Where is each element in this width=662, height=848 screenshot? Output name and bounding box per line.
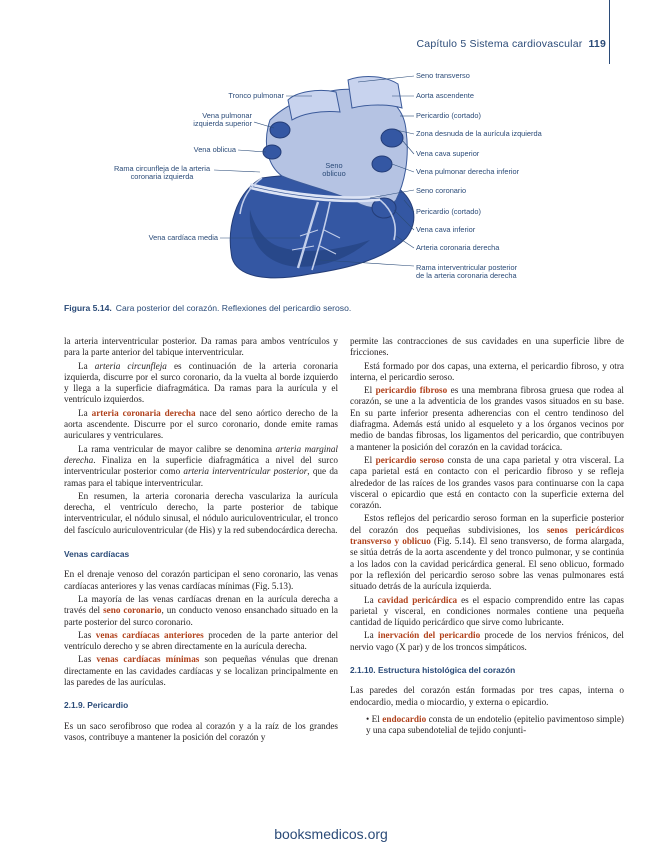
term-italic: arteria circunfleja <box>94 360 167 371</box>
figure-caption <box>64 303 351 313</box>
caption-label: Figura 5.14. <box>64 303 112 313</box>
text: , un conducto venoso ensanchado situado en la parte posterior del surco coronario. <box>64 605 338 627</box>
text: . Finaliza en la superficie diafragmática a nivel del surco interventricular posterior como <box>64 454 338 477</box>
text: La <box>364 630 378 641</box>
paragraph <box>64 444 338 489</box>
paragraph: permite las contracciones de sus cavidades en una superficie libre de fricciones. <box>350 336 624 358</box>
left-pulmonary-vein <box>270 122 290 138</box>
paragraph <box>350 513 624 592</box>
bullet-dot: • <box>366 713 370 724</box>
label-line: izquierda superior <box>193 119 252 129</box>
text: La mayoría de las venas cardíacas drenan en la aurícula derecha a través del <box>64 593 338 616</box>
figure-heart-posterior <box>0 60 662 300</box>
label-circumflex-branch <box>108 165 216 182</box>
label-middle-cardiac-vein: Vena cardíaca media <box>148 233 218 242</box>
term-bold: venas cardíacas mínimas <box>96 654 200 665</box>
text: La <box>78 360 95 371</box>
paragraph <box>64 630 338 653</box>
paragraph <box>350 455 624 511</box>
section-heading: 2.1.9. Pericardio <box>64 700 129 711</box>
label-right-coronary-artery: Arteria coronaria derecha <box>416 243 500 252</box>
label-line: coronaria izquierda <box>130 172 194 182</box>
label-inferior-vena-cava: Vena cava inferior <box>416 225 476 234</box>
term-bold: senos pericárdicos transverso y oblicuo <box>350 524 624 547</box>
text: consta de un endotelio (epitelio pavimentoso simple) y una capa subendotelial de tejido conjunti- <box>366 713 624 736</box>
paragraph: Está formado por dos capas, una externa, el pericardio fibroso, y otra interna, el pericardio seroso. <box>350 360 624 382</box>
term-bold: venas cardíacas anteriores <box>95 629 204 640</box>
label-pericardium-cut-1: Pericardio (cortado) <box>416 111 481 120</box>
label-right-inferior-pulmonary-vein: Vena pulmonar derecha inferior <box>416 167 520 176</box>
superior-vena-cava <box>381 129 403 147</box>
text: procede de los nervios frénicos, del nervio vago (X par) y de los troncos simpáticos. <box>350 630 624 652</box>
paragraph <box>64 408 338 442</box>
bullet-item <box>350 714 624 737</box>
label-line: Seno <box>325 161 343 170</box>
label-superior-vena-cava: Vena cava superior <box>416 149 480 158</box>
paragraph <box>64 594 338 628</box>
text: El <box>369 713 383 724</box>
term-italic: arteria interventricular posterior <box>183 466 308 477</box>
text: Las <box>78 629 96 640</box>
left-column <box>64 336 338 745</box>
text: proceden de la parte anterior del ventrículo derecho y se abren directamente en la aurícula derecha. <box>64 629 339 652</box>
text: es continuación de la arteria coronaria izquierda, discurre por el surco coronario, da la vuelta al borde izquierdo y llega a la superficie diafragmática. Da ramas para la aurícula y el ventrículo izquierdos. <box>64 360 338 405</box>
running-header <box>417 38 606 50</box>
text: es una membrana fibrosa gruesa que rodea al corazón, se une a la adventicia de los grandes vasos situados en su base. En su parte inferior presenta adherencias con el centro tendinoso del diafragma. Además está unido al esqueleto y a los órganos vecinos por medio de bandas fibrosas, los ligamentos del pericardio, que contribuyen a mantener la posición del corazón en la cavidad torácica. <box>350 385 624 452</box>
label-posterior-interventricular-branch <box>416 264 517 281</box>
text: es el espacio comprendido entre las capas parietal y visceral, en condiciones normales contiene una pequeña cantidad de líquido pericárdico que sirve como lubricante. <box>350 594 624 628</box>
term-bold: seno coronario <box>103 605 162 616</box>
caption-text: Cara posterior del corazón. Reflexiones del pericardio seroso. <box>115 303 352 313</box>
text: son pequeñas vénulas que drenan directamente en las cavidades cardíacas y se localizan principalmente en las paredes de las aurículas. <box>64 654 338 688</box>
label-coronary-sinus: Seno coronario <box>416 186 467 195</box>
text: La rama ventricular de mayor calibre se denomina <box>78 443 276 454</box>
text: El <box>364 454 376 465</box>
section-heading: Venas cardíacas <box>64 549 130 560</box>
text: consta de una capa parietal y otra visceral. La capa parietal está en contacto con el pericardio fibroso y se refleja alrededor de las raíces de los grandes vasos para continuarse con la capa visceral o epicardio que está en contacto con la superficie externa del corazón. <box>350 454 624 511</box>
label-oblique-vein: Vena oblicua <box>193 145 236 154</box>
section-heading: 2.1.10. Estructura histológica del corazón <box>350 665 516 676</box>
paragraph <box>350 385 624 453</box>
label-pericardium-cut-2: Pericardio (cortado) <box>416 207 481 216</box>
chapter-title: Capítulo 5 Sistema cardiovascular <box>416 38 583 50</box>
paragraph <box>350 630 624 653</box>
term-bold: arteria coronaria derecha <box>91 407 196 418</box>
text: nace del seno aórtico derecho de la aorta ascendente. Discurre por el surco coronario, donde emite ramas auriculares y ventriculares. <box>64 407 338 441</box>
paragraph <box>64 361 338 406</box>
aorta <box>348 77 402 108</box>
term-italic: arteria marginal derecha <box>64 443 338 465</box>
label-line: oblicuo <box>322 169 346 179</box>
right-column <box>350 336 624 739</box>
label-bare-area-left-atrium: Zona desnuda de la aurícula izquierda <box>416 129 542 138</box>
label-oblique-sinus <box>312 162 356 179</box>
label-line: Rama circunfleja de la arteria <box>113 164 211 173</box>
label-ascending-aorta: Aorta ascendente <box>416 91 474 100</box>
right-pulmonary-vein <box>372 156 392 172</box>
term-bold: pericardio fibroso <box>375 385 448 396</box>
term-bold: pericardio seroso <box>375 454 445 465</box>
footer-site: booksmedicos.org <box>274 826 388 842</box>
text: La <box>364 594 378 605</box>
text: , que da ramas para el tabique interventricular. <box>64 466 339 488</box>
paragraph: la arteria interventricular posterior. Da ramas para ambos ventrículos y para la parte anterior del tabique interventricular. <box>64 336 338 358</box>
term-bold: endocardio <box>382 713 427 724</box>
text: (Fig. 5.14). El seno transverso, de forma alargada, se sitúa detrás de la aorta ascendente y del tronco pulmonar, y se continúa a los lados con la cavidad pericárdica general. El seno oblicuo, formado por la reflexión del pericardio seroso sobre las venas pulmonares está situado detrás de la aurícula izquierda. <box>350 536 624 592</box>
heart-illustration <box>0 60 662 300</box>
text: Las <box>78 654 97 665</box>
text: El <box>364 385 376 396</box>
paragraph <box>350 595 624 629</box>
paragraph <box>64 654 338 688</box>
label-left-superior-pulmonary-vein <box>150 112 252 129</box>
text: La <box>78 407 92 418</box>
label-line: de la arteria coronaria derecha <box>416 271 517 281</box>
label-transverse-sinus: Seno transverso <box>416 71 470 80</box>
paragraph: En resumen, la arteria coronaria derecha vasculariza la aurícula derecha, el ventrículo derecho, la parte posterior de tabique interventricular, el nódulo sinusal, el nódulo auriculoventricular, el tronco del fascículo auriculoventricular (de His) y la red subendocárdica derecha. <box>64 490 338 535</box>
header-rule <box>609 0 610 64</box>
label-pulmonary-trunk: Tronco pulmonar <box>228 91 284 100</box>
paragraph: Las paredes del corazón están formadas por tres capas, interna o endocardio, media o miocardio, y externa o epicardio. <box>350 685 624 707</box>
paragraph: En el drenaje venoso del corazón participan el seno coronario, las venas cardíacas anteriores y las venas cardíacas mínimas (Fig. 5.13). <box>64 569 338 591</box>
page-number: 119 <box>588 38 606 50</box>
text: Estos reflejos del pericardio seroso forman en la superficie posterior del corazón dos pequeñas subdivisiones, los <box>350 513 624 535</box>
label-line: Rama interventricular posterior <box>416 263 518 272</box>
label-line: Vena pulmonar <box>202 111 252 120</box>
term-bold: cavidad pericárdica <box>377 594 458 605</box>
paragraph: Es un saco serofibroso que rodea al corazón y a la raíz de los grandes vasos, contribuye a mantener la posición del corazón y <box>64 720 338 742</box>
term-bold: inervación del pericardio <box>377 630 481 641</box>
